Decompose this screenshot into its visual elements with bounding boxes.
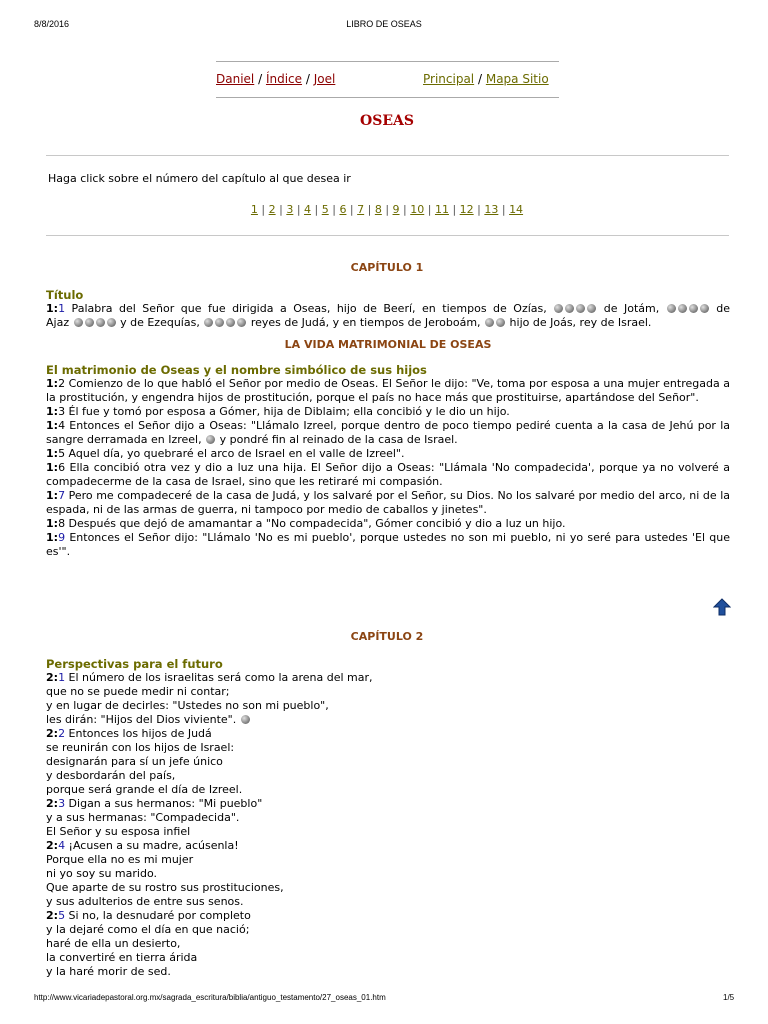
section-heading: LA VIDA MATRIMONIAL DE OSEAS	[284, 338, 492, 351]
verse-1-5	[46, 447, 730, 461]
chapter-sep: |	[448, 203, 460, 216]
verse-number-link[interactable]: 5	[58, 909, 66, 922]
nav-next-joel[interactable]: Joel	[313, 72, 336, 86]
chapter-link-8[interactable]: 8	[374, 203, 382, 216]
note-ball-icon[interactable]	[485, 318, 494, 327]
verse-number-link[interactable]: 1	[58, 302, 66, 315]
verse-text: y desbordarán del país,	[46, 769, 176, 782]
subsection-title: Perspectivas para el futuro	[46, 657, 223, 671]
note-ball-icon[interactable]	[667, 304, 676, 313]
verse-text: hijo de Joás, rey de Israel.	[506, 316, 652, 329]
verse-text: se reunirán con los hijos de Israel:	[46, 741, 235, 754]
verse-text: reyes de Judá, y en tiempos de Jeroboám,	[247, 316, 481, 329]
poem-line	[46, 881, 730, 895]
poem-line	[46, 769, 730, 783]
nav-site-links	[423, 72, 549, 86]
section-title: Título	[46, 288, 84, 302]
verse-ref: 1:	[46, 517, 59, 530]
verse-text: y de Ezequías,	[116, 316, 200, 329]
print-page-number: 1/5	[723, 993, 735, 1002]
chapter-sep: |	[364, 203, 375, 216]
note-ball-icon[interactable]	[241, 715, 250, 724]
subsection-title: El matrimonio de Oseas y el nombre simbólico de sus hijos	[46, 363, 427, 377]
verse-ref: 2:	[46, 727, 59, 740]
verse-text: Ajaz	[46, 316, 70, 329]
verse-number: 6	[58, 461, 66, 474]
verse-text: de Jotám,	[597, 302, 660, 315]
verse-text: y la haré morir de sed.	[46, 965, 171, 978]
verse-ref: 2:	[46, 839, 59, 852]
note-ball-icon[interactable]	[96, 318, 105, 327]
verse-text: ¡Acusen a su madre, acúsenla!	[65, 839, 239, 852]
verse-ref: 1:	[46, 489, 59, 502]
verse-text: y la dejaré como el día en que nació;	[46, 923, 250, 936]
chapter-links	[0, 203, 768, 216]
verse-ref: 1:	[46, 377, 59, 390]
verse-text: Comienzo de lo que habló el Señor por medio de Oseas. El Señor le dijo: "Ve, toma por esposa a una mujer entregada a la prostitución, y engendra hijos de prostitución, porque el país no hace más que prostituirse, apartándose del Señor".	[46, 377, 730, 404]
chapter-sep: |	[257, 203, 269, 216]
verse-text: Ella concibió otra vez y dio a luz una hija. El Señor dijo a Oseas: "Llámala 'No compadecida', porque ya no volveré a compadecerme de la casa de Israel, sino que les retiraré mi compasión.	[46, 461, 730, 488]
verse-number-link[interactable]: 2	[58, 727, 66, 740]
verse-text: porque será grande el día de Izreel.	[46, 783, 243, 796]
chapter-link-1[interactable]: 1	[250, 203, 258, 216]
chapter-2-heading: CAPÍTULO 2	[350, 630, 424, 643]
chapter-link-14[interactable]: 14	[509, 203, 524, 216]
nav-top-rule	[216, 61, 559, 62]
poem-line	[46, 783, 730, 797]
chapter-sep: |	[381, 203, 393, 216]
verse-text: Que aparte de su rostro sus prostituciones,	[46, 881, 284, 894]
verse-text: Palabra del Señor que fue dirigida a Oseas, hijo de Beerí, en tiempos de Ozías,	[65, 302, 547, 315]
verse-1-7	[46, 489, 730, 517]
print-date: 8/8/2016	[34, 19, 70, 29]
verse-text: y sus adulterios de entre sus senos.	[46, 895, 244, 908]
verse-text: Entonces el Señor dijo: "Llámalo 'No es mi pueblo', porque ustedes no son mi pueblo, ni yo seré para ustedes 'El que es'".	[46, 531, 730, 558]
verse-text: que no se puede medir ni contar;	[46, 685, 230, 698]
verse-text: Entonces los hijos de Judá	[65, 727, 212, 740]
chapter-link-13[interactable]: 13	[484, 203, 499, 216]
verse-1-1-cont	[46, 316, 730, 330]
note-ball-icon[interactable]	[107, 318, 116, 327]
note-ball-icon[interactable]	[700, 304, 709, 313]
chapter-link-2[interactable]: 2	[268, 203, 276, 216]
chapter-link-7[interactable]: 7	[357, 203, 365, 216]
verse-1-4	[46, 419, 730, 447]
verse-text: Digan a sus hermanos: "Mi pueblo"	[65, 797, 263, 810]
instruction-text: Haga click sobre el número del capítulo al que desea ir	[48, 172, 351, 185]
verse-number: 5	[58, 447, 66, 460]
poem-line	[46, 741, 730, 755]
poem-line	[46, 727, 730, 741]
verse-number: 2	[58, 377, 66, 390]
note-ball-icon[interactable]	[587, 304, 596, 313]
poem-line	[46, 951, 730, 965]
note-ball-icon[interactable]	[226, 318, 235, 327]
verse-ref: 1:	[46, 302, 59, 315]
note-ball-icon[interactable]	[689, 304, 698, 313]
poem-line	[46, 853, 730, 867]
note-ball-icon[interactable]	[576, 304, 585, 313]
poem-line	[46, 825, 730, 839]
chapter-link-12[interactable]: 12	[459, 203, 474, 216]
note-ball-icon[interactable]	[204, 318, 213, 327]
nav-principal[interactable]: Principal	[423, 72, 475, 86]
note-ball-icon[interactable]	[678, 304, 687, 313]
verse-1-6	[46, 461, 730, 489]
chapter-sep: |	[346, 203, 358, 216]
verse-text: Porque ella no es mi mujer	[46, 853, 194, 866]
verse-1-1	[46, 302, 730, 316]
verse-text: Si no, la desnudaré por completo	[65, 909, 251, 922]
poem-line	[46, 671, 730, 685]
nav-sitemap[interactable]: Mapa Sitio	[485, 72, 549, 86]
chapter-link-5[interactable]: 5	[321, 203, 329, 216]
chapter-link-3[interactable]: 3	[286, 203, 294, 216]
verse-number-link[interactable]: 7	[58, 489, 66, 502]
poem-line	[46, 755, 730, 769]
verse-text: de	[709, 302, 730, 315]
chapter-sep: |	[498, 203, 510, 216]
verse-text: y en lugar de decirles: "Ustedes no son mi pueblo",	[46, 699, 329, 712]
poem-line	[46, 685, 730, 699]
verse-number: 8	[58, 517, 66, 530]
chapter-sep: |	[399, 203, 411, 216]
verse-1-2	[46, 377, 730, 405]
verse-text: designarán para sí un jefe único	[46, 755, 223, 768]
note-ball-icon[interactable]	[215, 318, 224, 327]
chapter-1-body	[46, 288, 730, 559]
poem-line	[46, 909, 730, 923]
nav-sep: /	[305, 72, 310, 86]
verse-text: y a sus hermanas: "Compadecida".	[46, 811, 240, 824]
divider	[46, 155, 729, 156]
poem-line	[46, 867, 730, 881]
verse-text: les dirán: "Hijos del Dios viviente".	[46, 713, 237, 726]
verse-text: El Señor y su esposa infiel	[46, 825, 191, 838]
verse-1-3	[46, 405, 730, 419]
chapter-1-heading: CAPÍTULO 1	[350, 261, 424, 274]
poem-line	[46, 797, 730, 811]
note-ball-icon[interactable]	[237, 318, 246, 327]
chapter-link-9[interactable]: 9	[392, 203, 400, 216]
poem-line	[46, 895, 730, 909]
poem-line	[46, 923, 730, 937]
nav-index[interactable]: Índice	[265, 72, 303, 86]
verse-ref: 2:	[46, 909, 59, 922]
verse-text: El número de los israelitas será como la arena del mar,	[65, 671, 373, 684]
verse-ref: 2:	[46, 671, 59, 684]
nav-sep: /	[477, 72, 483, 86]
verse-number-link[interactable]: 4	[58, 839, 66, 852]
note-ball-icon[interactable]	[554, 304, 563, 313]
verse-number: 4	[58, 419, 66, 432]
chapter-link-4[interactable]: 4	[304, 203, 312, 216]
chapter-sep: |	[275, 203, 287, 216]
print-url: http://www.vicariadepastoral.org.mx/sagrada_escritura/biblia/antiguo_testamento/27_oseas_01.htm	[34, 993, 386, 1002]
verse-ref: 2:	[46, 797, 59, 810]
verse-text: Entonces el Señor dijo a Oseas: "Llámalo Izreel, porque dentro de poco tiempo pediré cuenta a la casa de Jehú por la sangre derramada en Izreel,	[46, 419, 730, 446]
print-title: LIBRO DE OSEAS	[346, 19, 422, 29]
chapter-link-6[interactable]: 6	[339, 203, 347, 216]
verse-ref: 1:	[46, 405, 59, 418]
verse-ref: 1:	[46, 447, 59, 460]
note-ball-icon[interactable]	[496, 318, 505, 327]
note-ball-icon[interactable]	[206, 435, 215, 444]
verse-text: ni yo soy su marido.	[46, 867, 157, 880]
chapter-link-11[interactable]: 11	[434, 203, 449, 216]
chapter-sep: |	[293, 203, 305, 216]
verse-1-8	[46, 517, 730, 531]
verse-number-link[interactable]: 9	[58, 531, 66, 544]
verse-text: la convertiré en tierra árida	[46, 951, 198, 964]
verse-number-link[interactable]: 3	[58, 797, 66, 810]
poem-line	[46, 965, 730, 979]
nav-bottom-rule	[216, 97, 559, 98]
verse-number: 3	[58, 405, 66, 418]
poem-lines	[46, 671, 730, 979]
verse-ref: 1:	[46, 531, 59, 544]
poem-line	[46, 937, 730, 951]
chapter-sep: |	[311, 203, 322, 216]
chapter-link-10[interactable]: 10	[410, 203, 425, 216]
nav-book-links	[216, 72, 335, 86]
nav-prev-daniel[interactable]: Daniel	[216, 72, 255, 86]
chapter-sep: |	[424, 203, 435, 216]
divider	[46, 235, 729, 236]
chapter-2-body	[46, 657, 730, 979]
verse-text: Pero me compadeceré de la casa de Judá, y los salvaré por el Señor, su Dios. No los salvaré por medio del arco, ni de la espada, ni de las armas de guerra, ni tampoco por medio de caballos y jinetes".	[46, 489, 730, 516]
page-title: OSEAS	[360, 113, 414, 129]
verse-text: haré de ella un desierto,	[46, 937, 181, 950]
back-to-top-arrow-icon[interactable]	[713, 598, 731, 616]
verse-text: Después que dejó de amamantar a "No compadecida", Gómer concibió y dio a luz un hijo.	[65, 517, 566, 530]
poem-line	[46, 811, 730, 825]
verse-text: Aquel día, yo quebraré el arco de Israel en el valle de Izreel".	[65, 447, 405, 460]
nav-sep: /	[258, 72, 263, 86]
verse-number-link[interactable]: 1	[58, 671, 66, 684]
verse-text: Él fue y tomó por esposa a Gómer, hija de Diblaim; ella concibió y le dio un hijo.	[65, 405, 510, 418]
verse-ref: 1:	[46, 419, 59, 432]
poem-line	[46, 699, 730, 713]
poem-line	[46, 839, 730, 853]
verse-ref: 1:	[46, 461, 59, 474]
note-ball-icon[interactable]	[74, 318, 83, 327]
chapter-sep: |	[473, 203, 485, 216]
verse-text: y pondré fin al reinado de la casa de Israel.	[216, 433, 458, 446]
poem-line	[46, 713, 730, 727]
note-ball-icon[interactable]	[85, 318, 94, 327]
verse-1-9	[46, 531, 730, 559]
chapter-sep: |	[328, 203, 340, 216]
note-ball-icon[interactable]	[565, 304, 574, 313]
